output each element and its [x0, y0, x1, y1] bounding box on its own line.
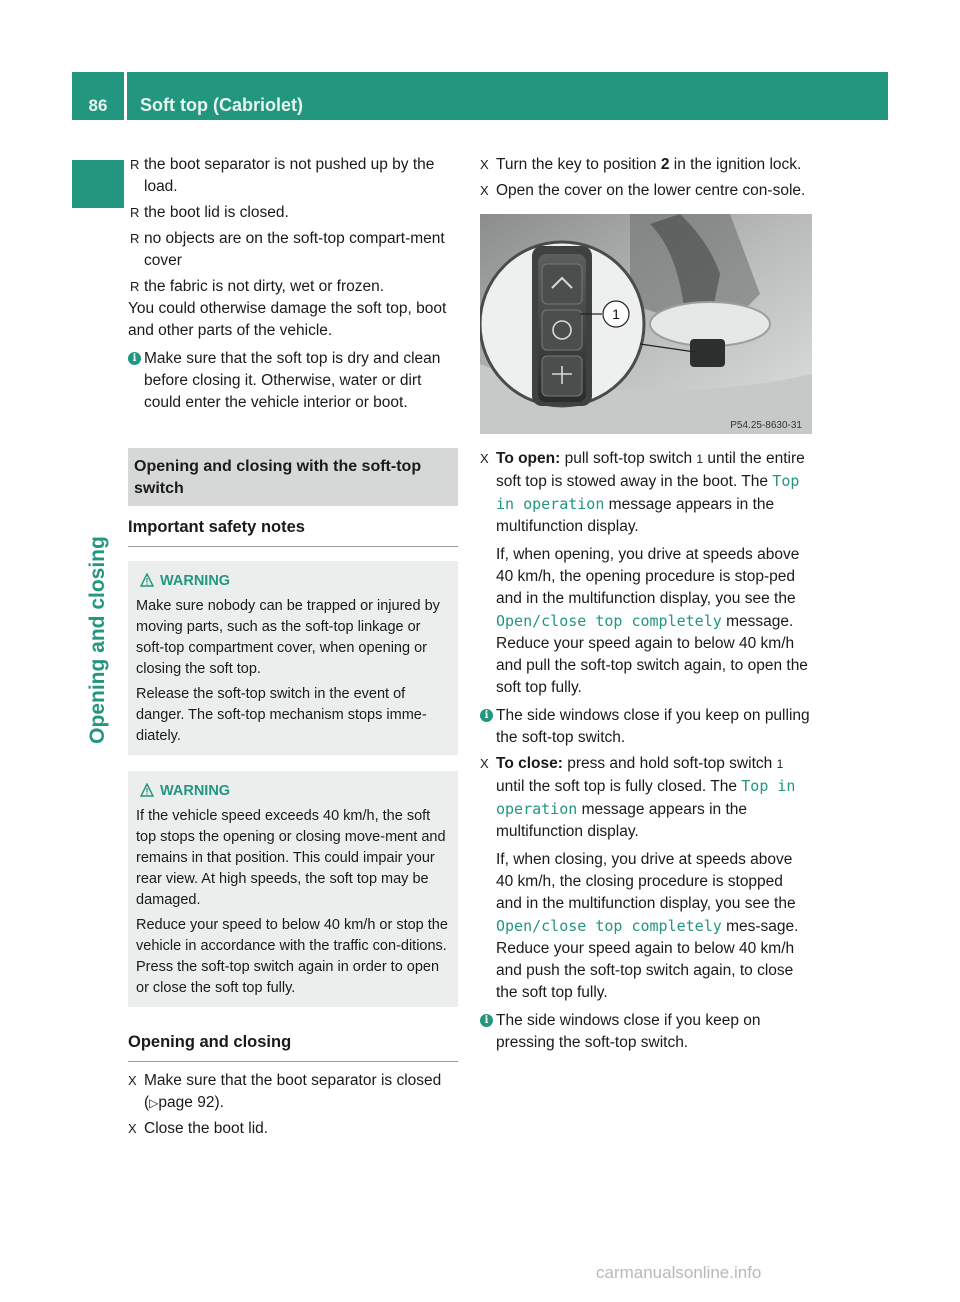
page-ref-arrow-icon: ▷ — [149, 1096, 159, 1110]
info-note: i The side windows close if you keep on pressing the soft-top switch. — [480, 1010, 812, 1054]
otherwise-note: You could otherwise damage the soft top, boot and other parts of the vehicle. — [128, 300, 447, 339]
sidebar-section-label: Opening and closing — [86, 536, 109, 744]
action-arrow-icon: X — [128, 1121, 137, 1136]
warning-text: Make sure nobody can be trapped or injured by moving parts, such as the soft-top linkage or soft-top compartment cover, when opening or closing the soft top. — [136, 598, 440, 677]
page-number: 86 — [88, 96, 108, 115]
display-message: Open/close top completely — [496, 612, 722, 630]
warning-triangle-icon — [140, 783, 154, 797]
info-icon: i — [480, 709, 493, 722]
info-icon: i — [128, 352, 141, 365]
section-heading: Opening and closing with the soft-top switch — [128, 448, 458, 506]
left-column — [128, 154, 458, 1140]
callout-1-icon: 1 — [776, 757, 784, 771]
list-item: R the boot separator is not pushed up by the load. — [130, 156, 435, 195]
action-arrow-icon: X — [480, 157, 489, 172]
header-divider — [124, 72, 127, 120]
warning-text: Release the soft-top switch in the event of danger. The soft-top mechanism stops imme-diately. — [136, 686, 427, 744]
action-arrow-icon: X — [480, 451, 489, 466]
display-message: Top in operation — [496, 777, 796, 818]
instruction-step-open: X To open: pull soft-top switch 1 until the entire soft top is stowed away in the boot. The Top in operation message appears in the multifunction display. If, when opening, you drive at speeds above 40 km/h, the opening procedure is stop-ped and in the multifunction display, you see the Open/close top completely message. Reduce your speed again to below 40 km/h and pull the soft-top switch again, to open the soft top fully. — [480, 450, 808, 696]
safety-notes-heading: Important safety notes — [128, 506, 458, 547]
callout-1-icon: 1 — [696, 452, 704, 466]
bullet-marker: R — [130, 231, 140, 246]
action-arrow-icon: X — [480, 756, 489, 771]
console-illustration — [480, 214, 812, 434]
info-icon: i — [480, 1014, 493, 1027]
warning-triangle-icon — [140, 573, 154, 587]
watermark: carmanualsonline.info — [596, 1263, 762, 1282]
list-item: R no objects are on the soft-top compart-ment cover — [130, 230, 445, 269]
instruction-step: X Turn the key to position 2 in the ignition lock. — [480, 154, 812, 176]
info-note: i The side windows close if you keep on pulling the soft-top switch. — [480, 705, 812, 749]
action-arrow-icon: X — [480, 183, 489, 198]
photo-callout-1: 1 — [612, 306, 620, 322]
warning-box — [128, 771, 458, 1007]
action-arrow-icon: X — [128, 1073, 137, 1088]
right-column — [480, 154, 812, 1054]
warning-text: If the vehicle speed exceeds 40 km/h, the soft top stops the opening or closing move-ment and remains in that position. This could impair your rear view. At high speeds, the soft top may be damaged. — [136, 808, 446, 908]
bullet-marker: R — [130, 157, 140, 172]
page-title: Soft top (Cabriolet) — [140, 95, 303, 115]
display-message: Top in operation — [496, 472, 800, 513]
instruction-step-close: X To close: press and hold soft-top switch 1 until the soft top is fully closed. The Top in operation message appears in the multifunction display. If, when closing, you drive at speeds above 40 km/h, the closing procedure is stopped and in the multifunction display, you see the Open/close top completely mes-sage. Reduce your speed again to below 40 km/h and push the soft-top switch again, to close the soft top fully. — [480, 755, 799, 1001]
warning-title: WARNING — [136, 781, 450, 802]
warning-box — [128, 561, 458, 755]
page-reference-link[interactable]: page 92 — [158, 1094, 215, 1111]
photo-code: P54.25-8630-31 — [730, 420, 802, 431]
list-item: R the fabric is not dirty, wet or frozen. — [128, 276, 458, 298]
bullet-marker: R — [130, 205, 140, 220]
instruction-step: X Open the cover on the lower centre con-sole. — [480, 180, 812, 202]
warning-text: Reduce your speed to below 40 km/h or stop the vehicle in accordance with the traffic con-ditions. Press the soft-top switch again in order to open or close the soft top fully. — [136, 917, 448, 996]
display-message: Open/close top completely — [496, 917, 722, 935]
instruction-step: X Close the boot lid. — [128, 1118, 458, 1140]
warning-title: WARNING — [136, 571, 450, 592]
list-item: R the boot lid is closed. — [128, 202, 458, 224]
bullet-marker: R — [130, 279, 140, 294]
opening-closing-heading: Opening and closing — [128, 1021, 458, 1062]
info-note: i Make sure that the soft top is dry and clean before closing it. Otherwise, water or dirt could enter the vehicle interior or boot. — [128, 348, 458, 414]
sidebar-tab-marker — [72, 160, 124, 208]
instruction-step: X Make sure that the boot separator is closed (▷page 92). — [128, 1072, 442, 1111]
console-photo — [480, 214, 812, 434]
